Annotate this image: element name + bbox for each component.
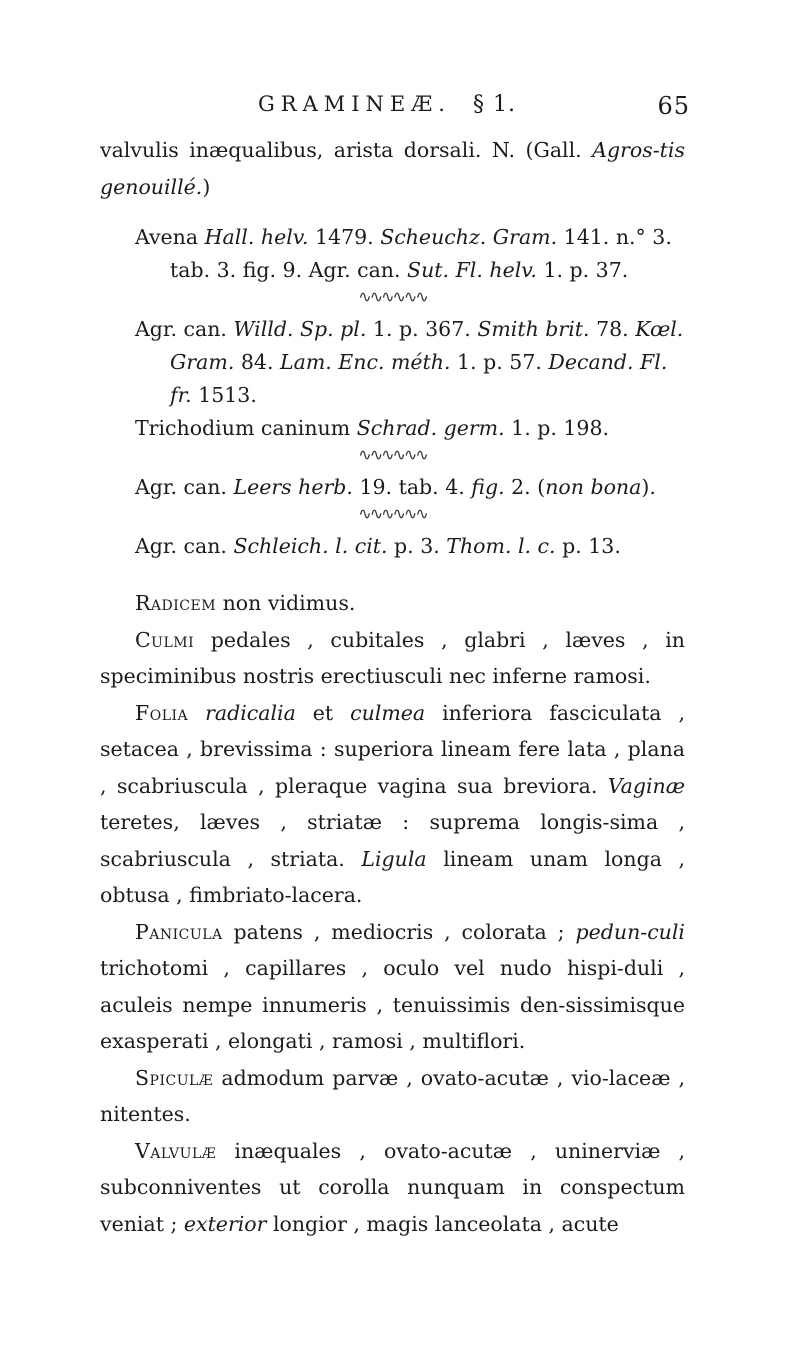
citation-ref: Sut. Fl. helv. xyxy=(407,258,537,282)
citation-text: 1. p. 198. xyxy=(504,416,610,440)
ornament-separator: ∿∿∿∿∿∿ xyxy=(358,504,427,523)
radicem-paragraph xyxy=(100,585,685,622)
citation-text: 1513. xyxy=(191,383,257,407)
page-header xyxy=(258,92,690,120)
citation-text: 78. xyxy=(589,317,636,341)
paragraph-text: longior , magis lanceolata , acute xyxy=(266,1211,619,1236)
citation-text: 141. n.° 3. tab. 3. fig. 9. Agr. can. xyxy=(170,225,672,282)
paragraph-text: lineam unam longa , obtusa , fimbriato-lacera. xyxy=(100,846,686,907)
paragraph-text: inferiora fasciculata , setacea , brevissima : superiora lineam fere lata , plana , scabriuscula , pleraque vagina sua breviora. xyxy=(100,700,685,798)
citation-text: Agr. can. xyxy=(135,475,234,499)
citation-ref: Decand. Fl. fr. xyxy=(170,350,668,407)
folia-paragraph xyxy=(100,695,685,914)
paragraph-heading: Spiculæ xyxy=(135,1065,214,1090)
culmi-paragraph xyxy=(100,622,685,695)
paragraph-heading: Radicem xyxy=(135,591,217,615)
spiculae-paragraph xyxy=(100,1060,685,1133)
citation-ref: Willd. Sp. pl. xyxy=(233,317,367,341)
citation-text: 2. ( xyxy=(504,475,546,499)
citation-ref: Smith brit. xyxy=(477,317,590,341)
paragraph-text: inæquales , ovato-acutæ , uninerviæ , subconniventes ut corolla nunquam in conspectum veniat ; xyxy=(100,1138,685,1236)
citation-text: Trichodium caninum xyxy=(135,416,357,440)
paragraph-heading: Folia xyxy=(135,700,189,725)
intro-paragraph xyxy=(100,132,685,205)
valvulae-paragraph xyxy=(100,1133,685,1243)
french-name: Agros-tis genouillé. xyxy=(100,138,685,199)
citation-ref: Hall. helv. xyxy=(204,225,309,249)
citation-text: Agr. can. xyxy=(135,317,234,341)
paragraph-heading: Culmi xyxy=(135,627,195,652)
italic-term: culmea xyxy=(350,700,426,725)
intro-close: ) xyxy=(202,174,211,199)
citation-ref: Lam. Enc. méth. xyxy=(280,350,451,374)
citation-text: Avena xyxy=(135,225,199,249)
italic-term: exterior xyxy=(183,1211,267,1236)
citation-leers xyxy=(135,471,685,504)
citation-hall xyxy=(135,221,685,287)
paragraph-text: patens , mediocris , colorata ; xyxy=(222,919,576,944)
citation-schleich xyxy=(135,530,685,563)
italic-term: pedun-culi xyxy=(575,919,685,944)
ornament-separator: ∿∿∿∿∿∿ xyxy=(358,287,427,306)
citation-text: 1. p. 37. xyxy=(536,258,629,282)
citation-ref: Schrad. germ. xyxy=(356,416,505,440)
citation-text: 1. p. 367. xyxy=(366,317,478,341)
page-body xyxy=(100,132,685,1242)
citation-ref: Thom. l. c. xyxy=(446,534,556,558)
citation-ref: Kœl. Gram. xyxy=(170,317,684,374)
paragraph-text: pedales , cubitales , glabri , læves , in speciminibus nostris erectiusculi nec inferne ramosi. xyxy=(100,627,685,688)
paragraph-text: admodum parvæ , ovato-acutæ , vio-laceæ , nitentes. xyxy=(100,1065,685,1126)
paragraph-text: trichotomi , capillares , oculo vel nudo hispi-duli , aculeis nempe innumeris , tenuissimis den-sissimisque exasperati , elongati , ramosi , multiflori. xyxy=(100,956,685,1053)
paragraph-text: non vidimus. xyxy=(216,591,356,615)
citation-ref: Scheuchz. Gram. xyxy=(380,225,558,249)
citation-text: 1479. xyxy=(308,225,381,249)
citation-text: 84. xyxy=(234,350,280,374)
intro-text: valvulis inæqualibus, arista dorsali. N. (Gall. xyxy=(100,138,593,162)
citation-text: ). xyxy=(641,475,656,499)
paragraph-text: teretes, læves , striatæ : suprema longis-sima , scabriuscula , striata. xyxy=(100,810,685,871)
citation-ref: Leers herb. xyxy=(233,475,353,499)
ornament-separator: ∿∿∿∿∿∿ xyxy=(358,445,427,464)
citation-text: p. 13. xyxy=(555,534,621,558)
paragraph-heading: Valvulæ xyxy=(135,1138,217,1163)
citation-willd xyxy=(135,313,685,412)
section-number: § 1. xyxy=(472,92,516,117)
italic-term: Vaginæ xyxy=(607,773,685,798)
paragraph-heading: Panicula xyxy=(135,919,223,944)
citation-text: 1. p. 57. xyxy=(450,350,549,374)
running-title: GRAMINEÆ. xyxy=(258,92,451,116)
italic-term: Ligula xyxy=(361,846,427,871)
citation-text: p. 3. xyxy=(387,534,447,558)
citation-text: Agr. can. xyxy=(135,534,234,558)
page-number: 65 xyxy=(657,92,690,120)
paragraph-text: et xyxy=(295,700,351,725)
panicula-paragraph xyxy=(100,914,685,1060)
citation-schrad xyxy=(135,412,685,445)
citation-ref: Schleich. l. cit. xyxy=(233,534,388,558)
citation-text: 19. tab. 4. xyxy=(352,475,472,499)
italic-term: radicalia xyxy=(205,700,296,725)
citation-ref: non bona xyxy=(545,475,642,499)
citation-ref: fig. xyxy=(471,475,505,499)
